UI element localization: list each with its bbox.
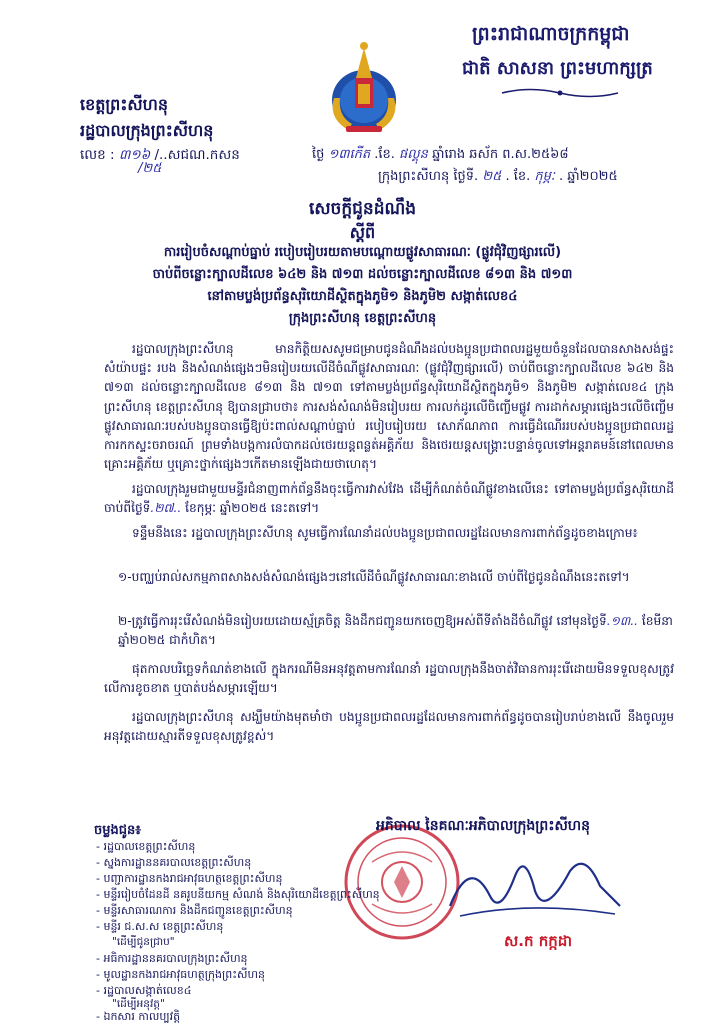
ref-number-handwritten: ៣១៦ [118,147,151,163]
cc-item: - មន្ទីរ ជ.ស.ស ខេត្តព្រះសីហនុ [96,920,224,933]
handwritten-signature [440,846,630,926]
date-prefix: ក្រុងព្រះសីហនុ ថ្ងៃទី. [378,169,479,184]
instruction-item: ១-បញ្ឈប់រាល់សកម្មភាពសាងសង់សំណង់ផ្សេងៗនៅលើដីចំណីផ្លូវសាធារណៈខាងលើ ចាប់ពីថ្ងៃជូនដំណឹងនេះតទៅ។ [118,570,630,584]
subject-line: ការរៀបចំសណ្ដាប់ធ្នាប់ របៀបរៀបរយតាមបណ្ដោយផ្លូវសាធារណៈ (ផ្លូវជុំវិញផ្សារលើ) [163,245,562,260]
document-about: ស្ដីពី [349,223,376,242]
lunar-year: ឆ្នាំរោង ឆស័ក ព.ស.២៥៦៨ [432,147,569,162]
item2-day-handwritten: .១៣.. [606,614,639,628]
subject-line: ក្រុងព្រះសីហនុ ខេត្តព្រះសីហនុ [288,311,437,326]
date-day-handwritten: ២៥ [482,169,502,184]
cc-note: "ដើម្បីជូនជ្រាប" [112,936,175,948]
lunar-mid: .ខែ. [374,147,395,162]
ref-label: លេខ : [80,147,115,163]
kingdom-heading: ព្រះរាជាណាចក្រកម្ពុជា [472,23,630,45]
cc-item: - រដ្ឋបាលសង្កាត់លេខ៤ [96,984,192,997]
cc-item: - បញ្ជាការដ្ឋានកងរាជអាវុធហត្ថខេត្តព្រះសីហនុ [96,872,283,885]
body-paragraph: ទន្ទឹមនឹងនេះ រដ្ឋបាលក្រុងព្រះសីហនុ សូមធ្វើការណែនាំដល់បងប្អូនប្រជាពលរដ្ឋដែលមានការពាក់ព័ន្ធដូចខាងក្រោម៖ [132,526,638,540]
national-motto: ជាតិ សាសនា ព្រះមហាក្សត្រ [462,58,653,79]
date-year: . ឆ្នាំ២០២៥ [559,169,618,184]
subject-line: ចាប់ពីចន្លោះក្បាលដីលេខ ៦៤២ និង ៧១៣ ដល់ចន្លោះក្បាលដីលេខ ៨១៣ និង ៧១៣ [152,267,573,282]
item2-text: ២-ត្រូវធ្វើការរុះរើសំណង់មិនរៀបរយដោយស្ម័គ្រចិត្ត និងដឹកជញ្ជូនយកចេញឱ្យអស់ពីទីតាំងដីចំណីផ្លូវ នៅមុនថ្ងៃទី [118,614,607,628]
body-paragraph: រដ្ឋបាលក្រុងព្រះសីហនុ សង្ឃឹមយ៉ាងមុតមាំថា បងប្អូនប្រជាពលរដ្ឋដែលមានការពាក់ព័ន្ធដូចបានរៀបរាប់ខាងលើ នឹងចូលរួមអនុវត្តដោយស្មារតីទទួលខុសត្រូវខ្ពស់។ [104,710,674,744]
cc-item: - ឯកសារ កាលប្បវត្តិ [96,1010,181,1023]
body-paragraph: រដ្ឋបាលក្រុងព្រះសីហនុ មានកិត្តិយសសូមជម្រាបជូនដំណឹងដល់បងប្អូនប្រជាពលរដ្ឋមួយចំនួនដែលបានសាងសង់ផ្ទះ សំយ៉ាបផ្ទះ របង និងសំណង់ផ្សេងៗមិនរៀបរយលើដីចំណីផ្លូវសាធារណៈ (ផ្លូវជុំវិញផ្សារលើ) ចាប់ពីចន្លោះក្បាលដីលេខ ៦៤២ និង ៧១៣ ដល់ចន្លោះក្បាលដីលេខ ៨១៣ និង ៧១៣ ទៅតាមប្លង់ប្រព័ន្ធសុរិយោដីស្ថិតក្នុងភូមិ១ និងភូមិ២ សង្កាត់លេខ៤ ក្រុងព្រះសីហនុ ខេត្តព្រះសីហនុ ឱ្យបានជ្រាបថា៖ ការសង់សំណង់មិនរៀបរយ ការលក់ដូរលើចិញ្ចើមផ្លូវ ការដាក់សម្ភារផ្សេងៗលើចិញ្ចើមផ្លូវសាធារណៈរបស់បងប្អូនបានធ្វើឱ្យប៉ះពាល់សណ្ដាប់ធ្នាប់ របៀបរៀបរយ សោភ័ណភាព ការធ្វើដំណើររបស់បងប្អូនប្រជាពលរដ្ឋ ការកកស្ទះចរាចរណ៍ ព្រមទាំងបង្កការលំបាកដល់ថេរយន្តពន្លត់អគ្គិភ័យ និងថេរយន្តសង្គ្រោះបន្ទាន់ចូលទៅអន្តរាគមន៍នៅពេលមានគ្រោះអគ្គិភ័យ ឬគ្រោះថ្នាក់ផ្សេងៗកើតមានឡើងជាយថាហេតុ។ [104,342,674,472]
ref-suffix: /..សជណ.កសន [154,147,240,163]
instruction-item [118,612,674,652]
cc-item: - ស្នងការដ្ឋាននគរបាលខេត្តព្រះសីហនុ [96,856,252,869]
subject-line: នៅតាមប្លង់ប្រព័ន្ធសុរិយោដីស្ថិតក្នុងភូមិ១ និងភូមិ២ សង្កាត់លេខ៤ [207,289,518,304]
administration-label: រដ្ឋបាលក្រុងព្រះសីហនុ [80,121,214,140]
document-title: សេចក្ដីជូនដំណឹង [308,199,417,219]
cc-note: "ដើម្បីអនុវត្ត" [112,998,165,1010]
date-month-handwritten: កុម្ភៈ [534,169,555,184]
cc-item: - អធិការដ្ឋាននគរបាលក្រុងព្រះសីហនុ [96,952,248,965]
lunar-prefix: ថ្ងៃ [312,147,325,162]
governor-title: អភិបាល នៃគណៈអភិបាលក្រុងព្រះសីហនុ [376,818,591,834]
date-mid: . ខែ. [505,169,531,184]
p2-text: រដ្ឋបាលក្រុងរួមជាមួយមន្ទីរជំនាញពាក់ព័ន្ធនឹងចុះធ្វើការវាស់វែង ដើម្បីកំណត់ចំណីផ្លូវខាងលើនេះ ទៅតាមប្លង់ប្រព័ន្ធសុរិយោដីចាប់ពីថ្ងៃទី [104,482,674,516]
p2-text-end: ខែកុម្ភៈ ឆ្នាំ២០២៥ នេះតទៅ។ [181,501,320,516]
lunar-day-handwritten: ១៣កើត [328,147,371,162]
ornament-flourish-icon [500,86,620,100]
item2-text-end: ខែមីនា ឆ្នាំ២០២៥ ជាកំហិត។ [118,614,673,648]
cc-item: - មូលដ្ឋានកងរាជអាវុធហត្ថក្រុងព្រះសីហនុ [96,968,265,981]
body-paragraph [104,480,674,520]
gregorian-date [378,168,618,187]
cambodia-royal-crest-icon [322,38,406,138]
body-paragraph: ផុតកាលបរិច្ឆេទកំណត់ខាងលើ ក្នុងករណីមិនអនុវត្តតាមការណែនាំ រដ្ឋបាលក្រុងនឹងចាត់វិធានការរុះរើដោយមិនទទួលខុសត្រូវលើការខូចខាត ឬបាត់បង់សម្ភារឡើយ។ [104,662,674,696]
signer-name: ស.ក កក្កដា [504,932,573,950]
cc-item: - មន្ទីរសាធារណការ និងដឹកជញ្ជូនខេត្តព្រះសីហនុ [96,904,293,917]
lunar-month-handwritten: ផល្គុន [399,147,428,162]
cc-item: - រដ្ឋបាលខេត្តព្រះសីហនុ [96,840,196,853]
lunar-date [312,146,569,165]
ref-year-handwritten: /២៥ [138,161,162,176]
cc-heading: ចម្លងជូន៖ [94,823,141,838]
p2-day-handwritten: .២៧.. [150,501,182,516]
cc-item: - មន្ទីររៀបចំដែនដី នគរូបនីយកម្ម សំណង់ និងសុរិយោដីខេត្តព្រះសីហនុ [96,888,380,901]
province-label: ខេត្តព្រះសីហនុ [80,95,168,114]
